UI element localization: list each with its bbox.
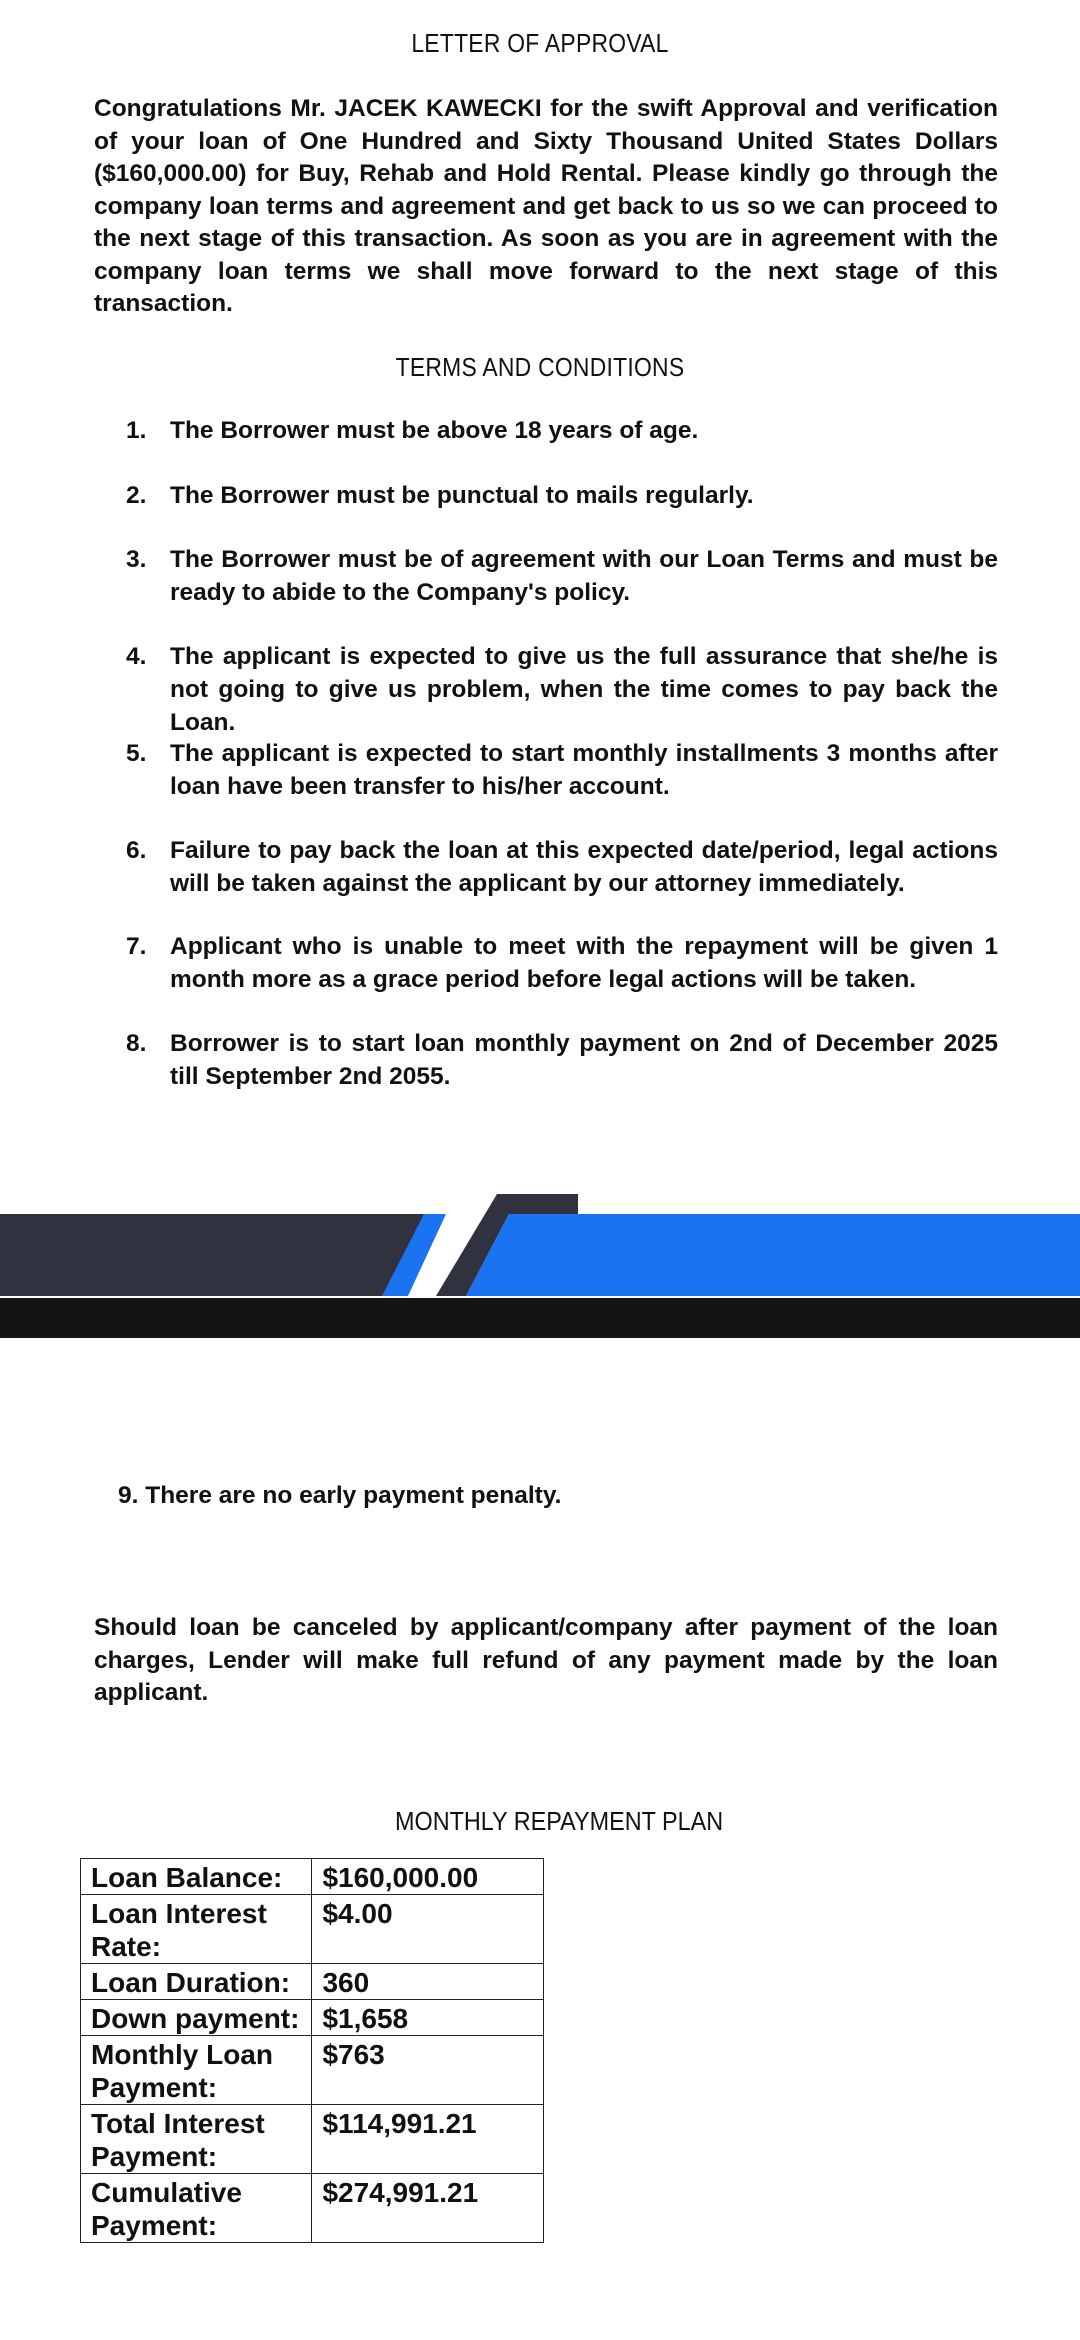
plan-value: 360 [312,1964,544,2000]
band-dark-left [0,1214,424,1296]
term-item-4 [126,640,998,739]
refund-text: Should loan be canceled by applicant/company after payment of the loan charges, Lender will make full refund of any payment made by the loan applicant. [94,1614,998,1706]
term-item-7 [126,930,998,996]
term-number: 5. [126,740,147,767]
plan-title: MONTHLY REPAYMENT PLAN [395,1806,724,1836]
plan-value: $1,658 [312,2000,544,2036]
page-divider-band [0,1190,1080,1340]
table-row [81,1964,544,2000]
table-row [81,2174,544,2243]
term-item-1 [126,414,998,447]
term-text: Borrower is to start loan monthly payment on 2nd of December 2025 till September 2nd 2055. [170,1030,998,1090]
term-number: 4. [126,643,147,670]
repayment-plan-table [80,1858,544,2243]
term-number: 6. [126,837,147,864]
term-number: 3. [126,546,147,573]
plan-label: Total Interest Payment: [81,2105,312,2174]
terms-title: TERMS AND CONDITIONS [395,352,685,382]
table-row [81,1859,544,1895]
letter-title: LETTER OF APPROVAL [411,28,669,58]
band-blue-right [466,1214,1080,1296]
plan-value: $4.00 [312,1895,544,1964]
table-row [81,2105,544,2174]
term-text: The applicant is expected to start monthly installments 3 months after loan have been transfer to his/her account. [170,740,998,800]
term-text: Applicant who is unable to meet with the repayment will be given 1 month more as a grace period before legal actions will be taken. [170,933,998,993]
term-number: 2. [126,482,147,509]
table-row [81,1895,544,1964]
plan-value: $274,991.21 [312,2174,544,2243]
intro-paragraph [94,93,998,321]
plan-value: $160,000.00 [312,1859,544,1895]
term-item-6 [126,834,998,900]
term-text: The applicant is expected to give us the full assurance that she/he is not going to give us problem, when the time comes to pay back the Loan. [170,643,998,736]
term-item-8 [126,1027,998,1093]
term-item-2 [126,479,998,512]
term-number: 1. [126,417,147,444]
term-text: The Borrower must be of agreement with our Loan Terms and must be ready to abide to the Company's policy. [170,546,998,606]
plan-label: Loan Balance: [81,1859,312,1895]
plan-label: Cumulative Payment: [81,2174,312,2243]
term-item-9: 9. There are no early payment penalty. [118,1482,562,1509]
term-item-3 [126,543,998,609]
table-row [81,2036,544,2105]
plan-label: Down payment: [81,2000,312,2036]
term-number: 7. [126,933,147,960]
band-black-base [0,1298,1080,1338]
refund-paragraph [94,1612,998,1710]
term-text: The Borrower must be punctual to mails regularly. [170,482,754,509]
plan-label: Loan Interest Rate: [81,1895,312,1964]
plan-label: Loan Duration: [81,1964,312,2000]
table-row [81,2000,544,2036]
plan-value: $114,991.21 [312,2105,544,2174]
term-number: 8. [126,1030,147,1057]
term-text: Failure to pay back the loan at this expected date/period, legal actions will be taken against the applicant by our attorney immediately. [170,837,998,897]
term-text: The Borrower must be above 18 years of age. [170,417,699,444]
term-item-5 [126,737,998,803]
intro-text: Congratulations Mr. JACEK KAWECKI for the swift Approval and verification of your loan of One Hundred and Sixty Thousand United States Dollars ($160,000.00) for Buy, Rehab and Hold Rental. Please kindly go through the company loan terms and agreement and get back to us so we can proceed to the next stage of this transaction. As soon as you are in agreement with the company loan terms we shall move forward to the next stage of this transaction. [94,95,998,317]
plan-label: Monthly Loan Payment: [81,2036,312,2105]
plan-value: $763 [312,2036,544,2105]
